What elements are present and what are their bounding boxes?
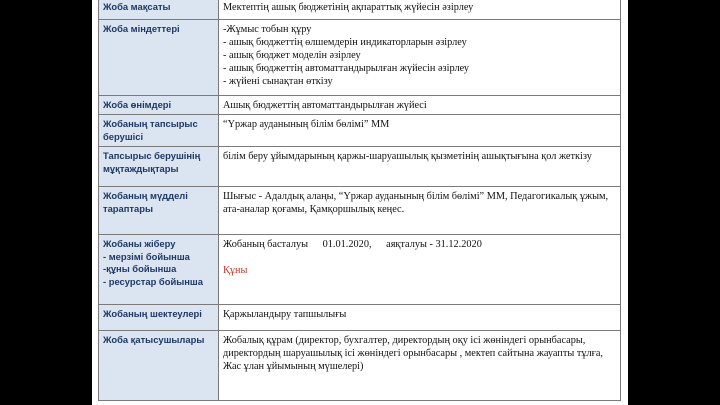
cost-label: Құны xyxy=(223,265,248,276)
start-date: 01.01.2020, xyxy=(322,239,372,250)
row-key: Тапсырыс берушінің мұқтаждықтары xyxy=(99,147,219,187)
table-row xyxy=(99,235,621,305)
start-label: Жобаның басталуы xyxy=(223,239,309,250)
table-row xyxy=(99,305,621,331)
row-value xyxy=(219,20,621,96)
row-value: Қаржыландыру тапшылығы xyxy=(219,305,621,331)
row-key: Жоба қатысушылары xyxy=(99,331,219,401)
row-value: Ашық бюджеттің автоматтандырылған жүйесі xyxy=(219,96,621,115)
row-value: Мектептің ашық бюджетінің ақпараттық жүйесін әзірлеу xyxy=(219,0,621,20)
row-key: Жобаның шектеулері xyxy=(99,305,219,331)
row-key: Жобаның мүдделі тараптары xyxy=(99,187,219,235)
row-value: Шығыс - Адалдық алаңы, “Үржар ауданының білім бөлімі” ММ, Педагогикалық ұжым, ата-аналар қоғамы, Қамқоршылық кеңес. xyxy=(219,187,621,235)
row-value: “Үржар ауданының білім бөлімі” ММ xyxy=(219,115,621,147)
row-key xyxy=(99,235,219,305)
project-dates xyxy=(223,238,616,251)
table-row xyxy=(99,331,621,401)
task-item: -Жұмыс тобын құру xyxy=(223,24,312,35)
row-value: Жобалық құрам (директор, бухгалтер, директордың оқу ісі жөніндегі орынбасары, директордың шаруашылық ісі жөніндегі орынбасары , мектеп сайтына жауапты тұлға, Жас ұлан ұйымының мүшелері) xyxy=(219,331,621,401)
task-item: - ашық бюджеттің өлшемдерін индикаторларын әзірлеу xyxy=(223,37,467,48)
row-key: Жоба өнімдері xyxy=(99,96,219,115)
table-row xyxy=(99,115,621,147)
task-item: - ашық бюджеттің автоматтандырылған жүйесін әзірлеу xyxy=(223,63,470,74)
task-item: - жүйені сынақтан өткізу xyxy=(223,76,333,87)
key-line: - мерзімі бойынша xyxy=(103,250,190,262)
row-key: Жоба мақсаты xyxy=(99,0,219,20)
row-key: Жобаның тапсырыс берушісі xyxy=(99,115,219,147)
table-row xyxy=(99,187,621,235)
row-key: Жоба міндеттері xyxy=(99,20,219,96)
project-table xyxy=(98,0,621,401)
key-line: -құны бойынша xyxy=(103,263,177,274)
table-row xyxy=(99,0,621,20)
key-line: - ресурстар бойынша xyxy=(103,275,203,287)
row-value: білім беру ұйымдарының қаржы-шаруашылық қызметінің ашықтығына қол жеткізу xyxy=(219,147,621,187)
row-value xyxy=(219,235,621,305)
table-row xyxy=(99,96,621,115)
end-label: аяқталуы - 31.12.2020 xyxy=(386,239,482,250)
task-item: - ашық бюджет моделін әзірлеу xyxy=(223,50,361,61)
table-row xyxy=(99,20,621,96)
key-line: Жобаны жіберу xyxy=(103,238,176,249)
document-page xyxy=(92,0,628,405)
table-row xyxy=(99,147,621,187)
